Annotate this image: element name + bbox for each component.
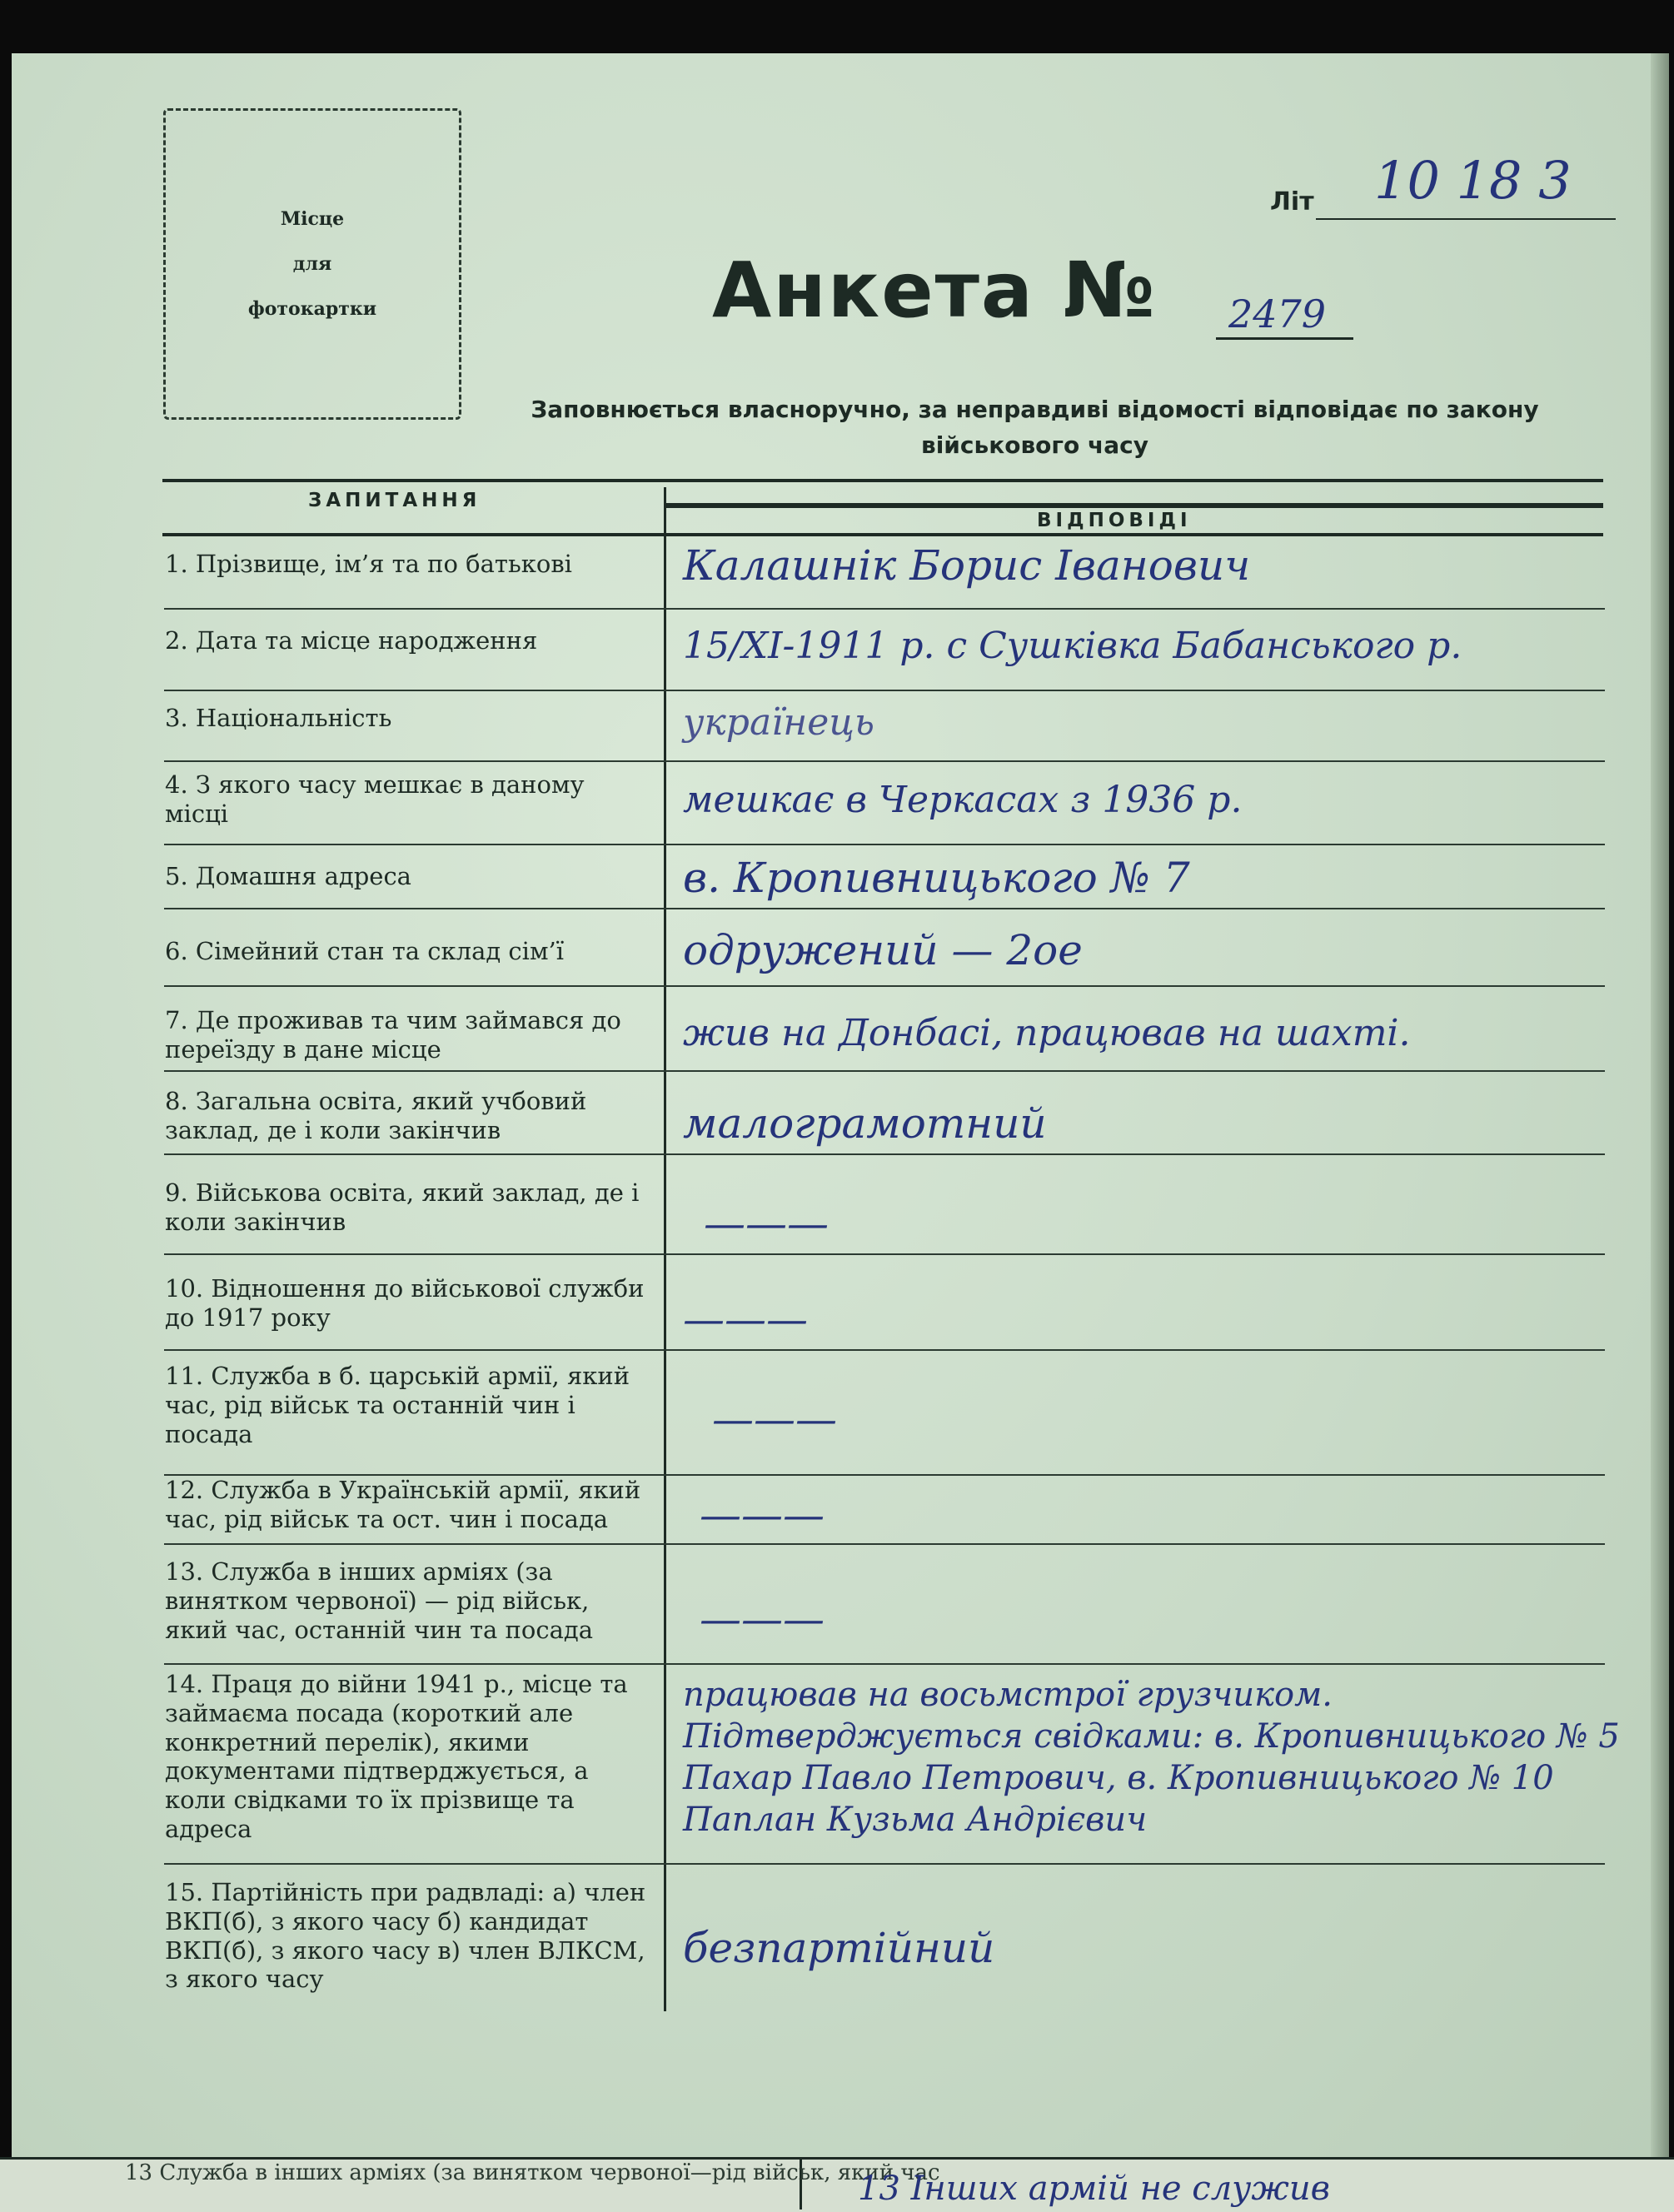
row-line [164, 608, 1605, 610]
question-1: 1. Прізвище, ім’я та по батькові [165, 550, 572, 578]
instructions-line-1: Заповнюється власноручно, за неправдиві відомості відповідає по закону [531, 396, 1539, 423]
question-5: 5. Домашня адреса [165, 862, 411, 890]
answers-header: ВІДПОВІДІ [1037, 510, 1192, 531]
answer-11: ——— [712, 1395, 837, 1443]
answer-4: мешкає в Черкасах з 1936 р. [683, 779, 1243, 821]
answer-2: 15/XI-1911 р. с Сушківка Бабанського р. [683, 625, 1462, 667]
form-number: 2479 [1228, 291, 1327, 336]
photo-placeholder [163, 108, 461, 420]
question-13: 13. Служба в інших арміях (за винятком червоної) — рід військ, який час, останній чин та посада [165, 1557, 594, 1644]
answer-14: працював на восьмстрої грузчиком. Підтверджується свідками: в. Кропивницького № 5 Пахар Павло Петрович, в. Кропивницького № 10 Паплан Кузьма Андрієвич [683, 1676, 1620, 1839]
photo-label-1: Місце [280, 208, 345, 230]
row-line [164, 1863, 1605, 1865]
question-8: 8. Загальна освіта, який учбовий заклад, де і коли закінчив [165, 1087, 587, 1144]
question-3: 3. Національність [165, 704, 392, 732]
answer-10: ——— [683, 1295, 808, 1343]
answer-3: українець [683, 701, 874, 744]
underlying-answer: 13 Інших армій не служив [858, 2170, 1330, 2208]
instructions-line-2: військового часу [920, 431, 1148, 460]
row-line [164, 690, 1605, 691]
question-7: 7. Де проживав та чим займався до переїзду в дане місце [165, 1006, 621, 1064]
row-line [164, 760, 1605, 762]
header-rule-thick [666, 503, 1603, 508]
question-12: 12. Служба в Українській армії, який час, рід військ та ост. чин і посада [165, 1476, 641, 1533]
row-line [164, 1349, 1605, 1351]
question-10: 10. Відношення до військової служби до 1917 року [165, 1274, 645, 1332]
question-9: 9. Військова освіта, який заклад, де і коли закінчив [165, 1178, 640, 1236]
row-line [164, 1543, 1605, 1545]
row-line [164, 908, 1605, 909]
answer-15: безпартійний [683, 1924, 995, 1972]
answer-7: жив на Донбасі, працював на шахті. [683, 1012, 1411, 1054]
answer-9: ——— [704, 1199, 829, 1248]
lit-value: 10 18 3 [1374, 150, 1572, 211]
questions-header: ЗАПИТАННЯ [308, 490, 481, 511]
answer-5: в. Кропивницького № 7 [683, 854, 1190, 902]
paper-edge [1651, 53, 1669, 2210]
number-underline [1216, 337, 1353, 340]
question-6: 6. Сімейний стан та склад сім’ї [165, 937, 564, 965]
question-4: 4. З якого часу мешкає в даному місці [165, 770, 585, 828]
row-line [164, 985, 1605, 987]
answer-6: одружений — 2ое [683, 926, 1083, 974]
photo-label-2: для [292, 253, 332, 275]
row-line [164, 1253, 1605, 1255]
row-line [164, 1153, 1605, 1155]
question-15: 15. Партійність при радвладі: а) член ВКП(б), з якого часу б) кандидат ВКП(б), з якого часу в) член ВЛКСМ, з якого часу [165, 1878, 646, 1994]
header-rule-bottom [162, 533, 1603, 536]
underlying-question: 13 Служба в інших арміях (за винятком червоної—рід військ, який час [125, 2160, 940, 2185]
answer-13: ——— [700, 1595, 825, 1643]
row-line [164, 844, 1605, 845]
column-divider [664, 487, 666, 2011]
form-title: Анкета № [712, 246, 1157, 335]
question-14: 14. Праця до війни 1941 р., місце та займаєма посада (короткий але конкретний перелік), якими документами підтверджується, а коли свідками то їх прізвище та адреса [165, 1670, 628, 1843]
row-line [164, 1663, 1605, 1665]
answer-8: малограмотний [683, 1099, 1047, 1148]
row-line [164, 1070, 1605, 1072]
header-rule-top [162, 479, 1603, 482]
question-2: 2. Дата та місце народження [165, 626, 538, 655]
question-11: 11. Служба в б. царській армії, який час, рід військ та останній чин і посада [165, 1362, 630, 1448]
lit-label: Літ [1270, 187, 1314, 217]
photo-label-3: фотокартки [247, 298, 377, 320]
answer-1: Калашнік Борис Іванович [683, 541, 1251, 590]
form-instructions [487, 391, 1582, 464]
answer-12: ——— [700, 1491, 825, 1539]
lit-underline [1316, 218, 1616, 220]
